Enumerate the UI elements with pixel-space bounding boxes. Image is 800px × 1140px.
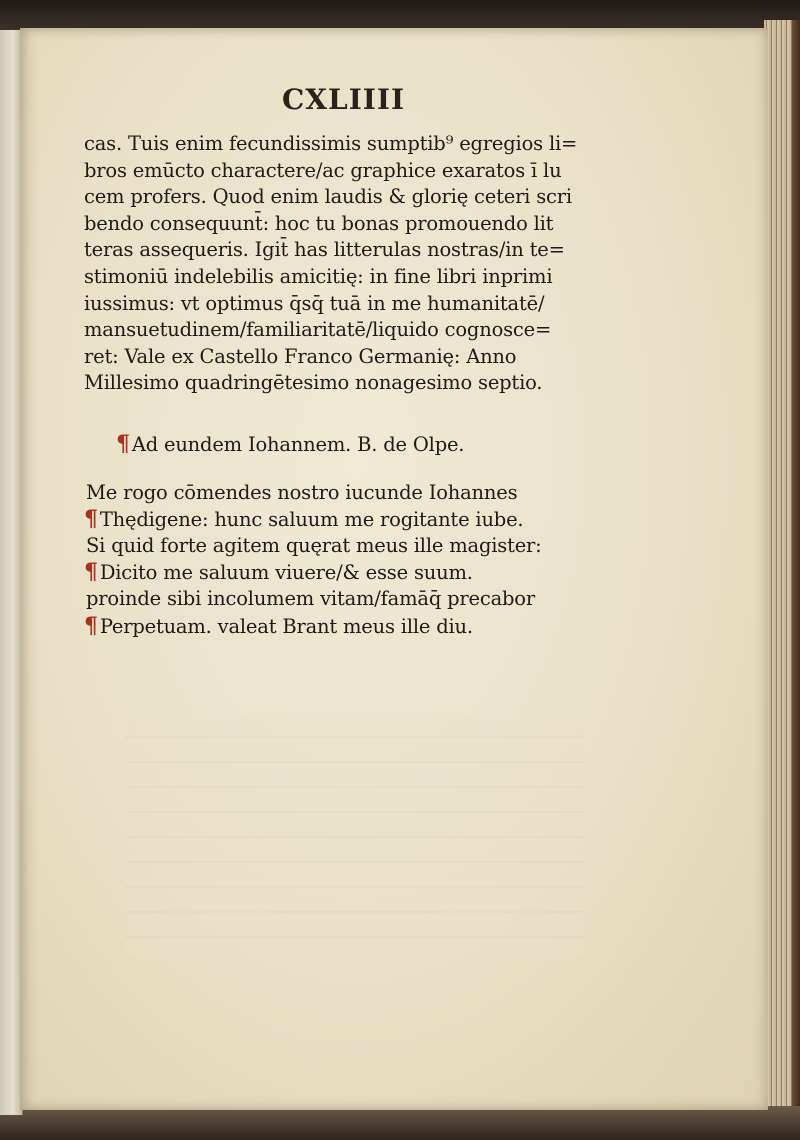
heading-text: Ad eundem Iohannem. B. de Olpe.: [131, 432, 465, 456]
book-cover-edge: [792, 20, 800, 1130]
body-line: iussimus: vt optimus q̄sq̄ tuā in me humanitatē/: [84, 291, 545, 315]
verse-line: [84, 506, 577, 533]
verse-text: Dicito me saluum viuere/& esse suum.: [99, 561, 473, 585]
verse-text: proinde sibi incolumem vitam/famāq̄ precabor: [86, 586, 535, 610]
body-line: bendo consequunt̄: hoc tu bonas promouendo lit: [84, 211, 554, 235]
verse-text: Si quid forte agitem quęrat meus ille magister:: [86, 533, 542, 557]
pilcrow-mark: ¶: [116, 430, 130, 457]
verse-line: [84, 613, 577, 640]
show-through-text: [125, 718, 585, 958]
verse-line: [84, 480, 577, 507]
body-line: stimoniū indelebilis amicitię: in fine libri inprimi: [84, 264, 553, 288]
body-line: cem profers. Quod enim laudis & glorię ceteri scri: [84, 185, 572, 209]
body-line: ret: Vale ex Castello Franco Germanię: Anno: [84, 344, 517, 368]
verse-text: Me rogo cōmendes nostro iucunde Iohannes: [86, 480, 518, 504]
section-heading: [84, 431, 577, 458]
verse-line: [84, 586, 577, 613]
book-bottom-edge: [0, 1106, 800, 1140]
folio-number: CXLIIII: [282, 83, 406, 116]
verse-line: [84, 559, 577, 586]
page: [20, 28, 768, 1110]
verse-text: Thędigene: hunc saluum me rogitante iube.: [99, 508, 524, 532]
body-line: Millesimo quadringētesimo nonagesimo septio.: [84, 371, 543, 395]
body-line: mansuetudinem/familiaritatē/liquido cognosce=: [84, 318, 552, 342]
pilcrow-mark: ¶: [84, 506, 98, 533]
body-line: bros emūcto charactere/ac graphice exaratos ī lu: [84, 158, 562, 182]
pilcrow-mark: ¶: [84, 559, 98, 586]
verse-line: [84, 533, 577, 560]
facing-page-fragments: [3, 120, 19, 615]
text-block: [84, 131, 577, 639]
body-line: teras assequeris. Igit̄ has litterulas nostras/in te=: [84, 238, 565, 262]
verse-text: Perpetuam. valeat Brant meus ille diu.: [99, 614, 473, 638]
pilcrow-mark: ¶: [84, 612, 98, 639]
body-line: cas. Tuis enim fecundissimis sumptib⁹ egregios li=: [84, 132, 578, 155]
